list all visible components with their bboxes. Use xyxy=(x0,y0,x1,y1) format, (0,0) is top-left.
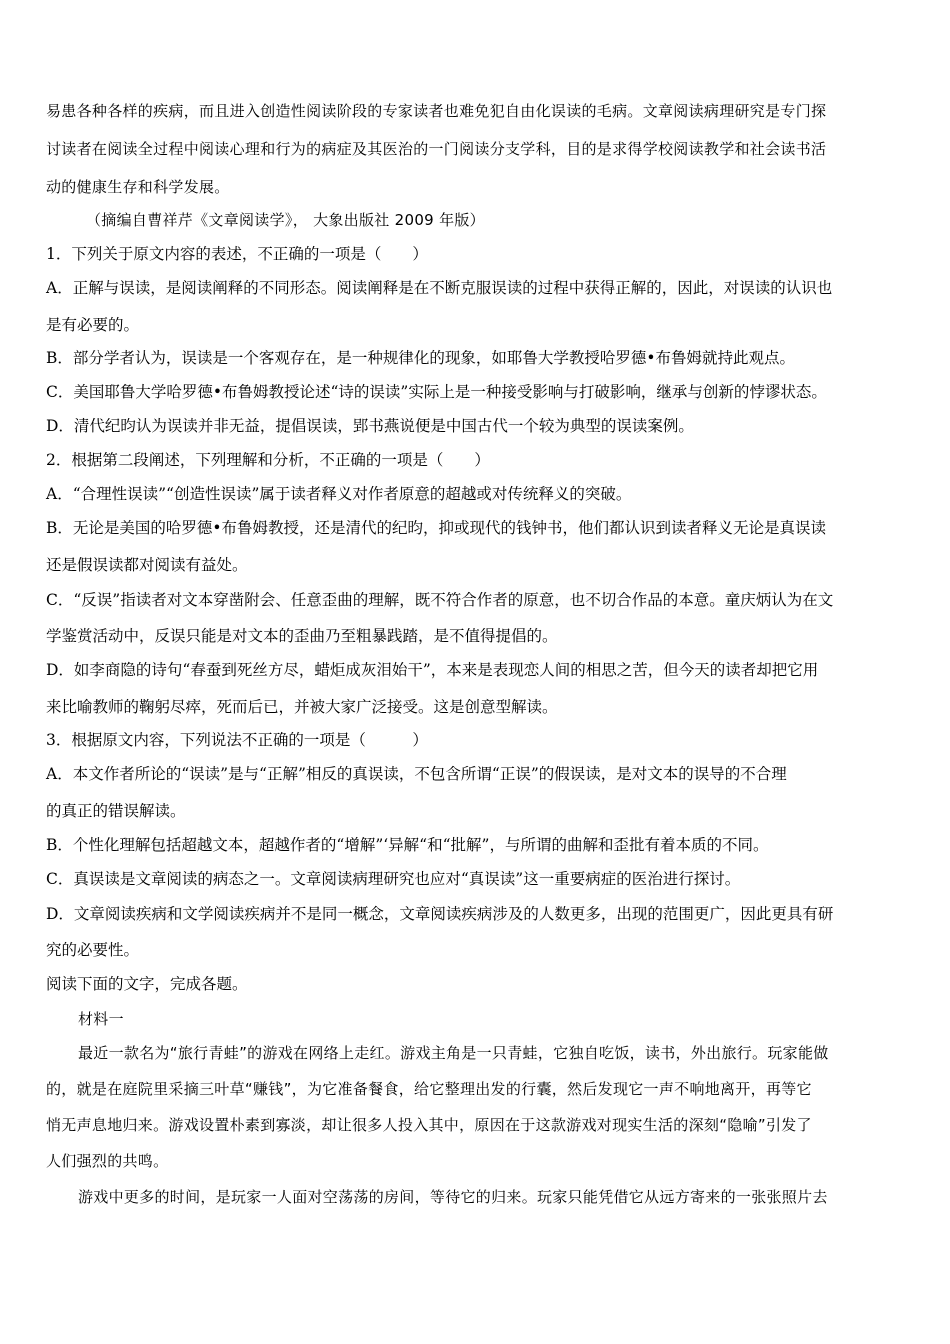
material-para1-line-3: 悄无声息地归来。游戏设置朴素到寡淡，却让很多人投入其中，原因在于这款游戏对现实生活的深刻“隐喻”引发了 xyxy=(46,1116,812,1134)
question-1-option-c: C．美国耶鲁大学哈罗德•布鲁姆教授论述“诗的误读”实际上是一种接受影响与打破影响，继承与创新的悖谬状态。 xyxy=(46,383,827,401)
question-1-stem: 1．下列关于原文内容的表述，不正确的一项是（ ） xyxy=(46,245,428,263)
question-3-option-a-cont: 的真正的错误解读。 xyxy=(46,802,186,820)
question-2-option-b-cont: 还是假误读都对阅读有益处。 xyxy=(46,556,248,574)
passage1-line-1: 易患各种各样的疾病，而且进入创造性阅读阶段的专家读者也难免犯自由化误读的毛病。文章阅读病理研究是专门探 xyxy=(46,102,827,120)
question-2-stem: 2．根据第二段阐述，下列理解和分析，不正确的一项是（ ） xyxy=(46,451,490,469)
material-para2-line-1: 游戏中更多的时间，是玩家一人面对空荡荡的房间，等待它的归来。玩家只能凭借它从远方寄来的一张张照片去 xyxy=(78,1188,828,1206)
question-3-option-a: A．本文作者所论的“误读”是与“正解”相反的真误读，不包含所谓“正误”的假误读，是对文本的误导的不合理 xyxy=(46,765,787,783)
question-3-option-d-cont: 究的必要性。 xyxy=(46,941,140,959)
question-3-stem: 3．根据原文内容，下列说法不正确的一项是（ ） xyxy=(46,731,428,749)
material-para1-line-4: 人们强烈的共鸣。 xyxy=(46,1152,169,1170)
question-2-option-c: C．“反误”指读者对文本穿凿附会、任意歪曲的理解，既不符合作者的原意，也不切合作品的本意。童庆炳认为在文 xyxy=(46,591,834,609)
question-2-option-c-cont: 学鉴赏活动中，反误只能是对文本的歪曲乃至粗暴践踏，是不值得提倡的。 xyxy=(46,627,558,645)
reading-instruction: 阅读下面的文字，完成各题。 xyxy=(46,975,248,993)
question-2-option-b: B．无论是美国的哈罗德•布鲁姆教授，还是清代的纪昀，抑或现代的钱钟书，他们都认识到读者释义无论是真误读 xyxy=(46,519,827,537)
question-2-option-d-cont: 来比喻教师的鞠躬尽瘁，死而后已，并被大家广泛接受。这是创意型解读。 xyxy=(46,698,558,716)
question-3-option-d: D．文章阅读疾病和文学阅读疾病并不是同一概念，文章阅读疾病涉及的人数更多，出现的范围更广，因此更具有研 xyxy=(46,905,834,923)
question-2-option-d: D．如李商隐的诗句“春蚕到死丝方尽，蜡炬成灰泪始干”，本来是表现恋人间的相思之苦，但今天的读者却把它用 xyxy=(46,661,819,679)
passage1-line-2: 讨读者在阅读全过程中阅读心理和行为的病症及其医治的一门阅读分支学科，目的是求得学校阅读教学和社会读书活 xyxy=(46,140,827,158)
material-label: 材料一 xyxy=(78,1010,124,1028)
question-2-option-a: A．“合理性误读”“创造性误读”属于读者释义对作者原意的超越或对传统释义的突破。 xyxy=(46,485,632,503)
question-1-option-a: A．正解与误读，是阅读阐释的不同形态。阅读阐释是在不断克服误读的过程中获得正解的，因此，对误读的认识也 xyxy=(46,279,833,297)
question-1-option-d: D．清代纪昀认为误读并非无益，提倡误读，郢书燕说便是中国古代一个较为典型的误读案例。 xyxy=(46,417,694,435)
source-citation: （摘编自曹祥芹《文章阅读学》， 大象出版社 2009 年版） xyxy=(86,211,485,229)
question-3-option-b: B．个性化理解包括超越文本，超越作者的“增解”‘异解“和“批解”，与所谓的曲解和歪批有着本质的不同。 xyxy=(46,836,769,854)
material-para1-line-2: 的，就是在庭院里采摘三叶草“赚钱”，为它准备餐食，给它整理出发的行囊，然后发现它一声不响地离开，再等它 xyxy=(46,1080,812,1098)
question-3-option-c: C．真误读是文章阅读的病态之一。文章阅读病理研究也应对“真误读”这一重要病症的医治进行探讨。 xyxy=(46,870,741,888)
question-1-option-a-cont: 是有必要的。 xyxy=(46,316,140,334)
passage1-line-3: 动的健康生存和科学发展。 xyxy=(46,178,230,196)
material-para1-line-1: 最近一款名为“旅行青蛙”的游戏在网络上走红。游戏主角是一只青蛙，它独自吃饭，读书，外出旅行。玩家能做 xyxy=(78,1044,829,1062)
question-1-option-b: B．部分学者认为，误读是一个客观存在，是一种规律化的现象，如耶鲁大学教授哈罗德•布鲁姆就持此观点。 xyxy=(46,349,796,367)
